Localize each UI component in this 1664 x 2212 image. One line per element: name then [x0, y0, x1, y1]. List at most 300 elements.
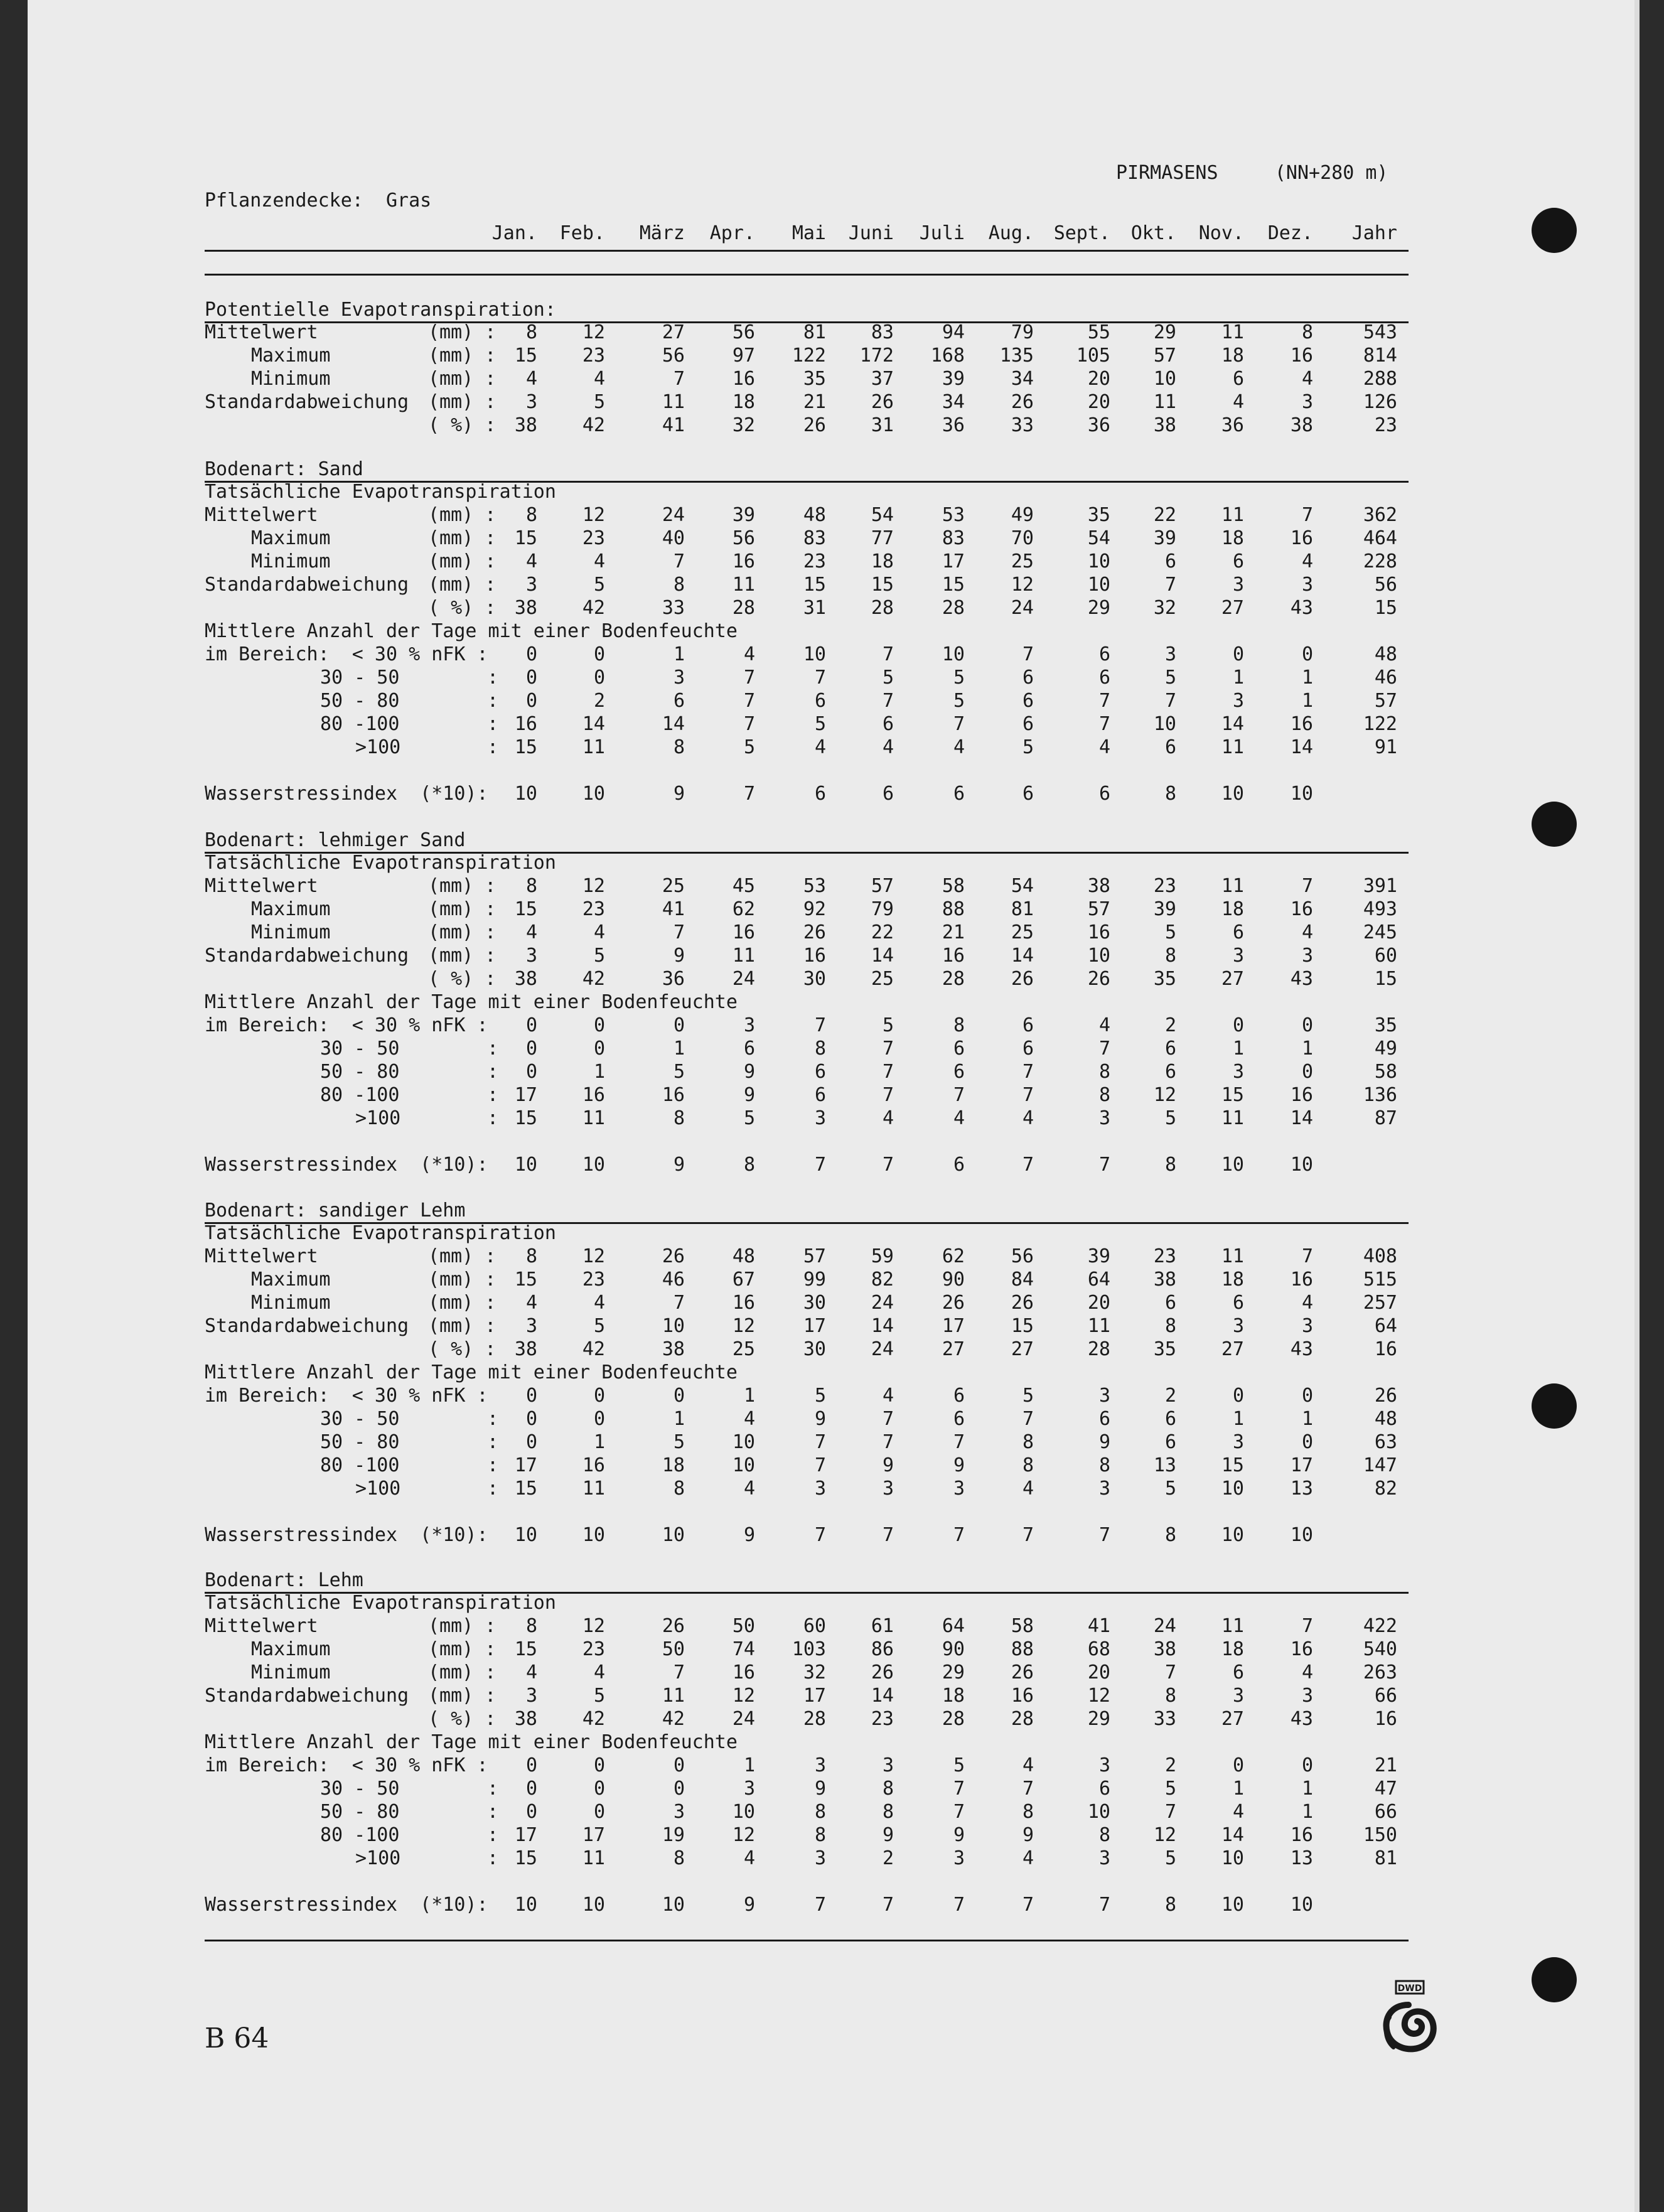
- range-row-cell: 81: [1374, 1847, 1397, 1869]
- soil-row-cell: 464: [1363, 527, 1397, 549]
- range-row-cell: 7: [882, 1408, 894, 1430]
- soil-row-cell: 18: [871, 550, 894, 572]
- potential-row-cell: 16: [732, 368, 755, 390]
- range-row-cell: 7: [1164, 690, 1176, 712]
- range-row-cell: 7: [814, 1014, 826, 1036]
- soil-row-cell: 3: [1232, 574, 1244, 596]
- soil-row-cell: 11: [1087, 1315, 1110, 1337]
- range-row-cell: 0: [525, 1385, 537, 1407]
- range-row-cell: 4: [1098, 736, 1110, 758]
- station-elevation: (NN+280 m): [1274, 162, 1388, 184]
- soil-row-cell: 48: [803, 504, 826, 526]
- soil-row-cell: 74: [732, 1638, 755, 1660]
- stress-row-cell: 8: [1164, 1894, 1176, 1916]
- range-row-cell: 10: [803, 643, 826, 665]
- soil-row-cell: 26: [1087, 968, 1110, 990]
- soil-row-cell: 42: [582, 1338, 605, 1360]
- row-unit: (mm) :: [428, 921, 497, 943]
- soil-row-cell: 8: [1164, 1315, 1176, 1337]
- range-row-cell: 8: [953, 1014, 965, 1036]
- range-row-cell: 0: [593, 1754, 605, 1776]
- range-row-cell: 4: [1022, 1754, 1034, 1776]
- soil-row-cell: 57: [803, 1245, 826, 1267]
- soil-row-cell: 29: [942, 1662, 965, 1683]
- potential-row-cell: 5: [593, 391, 605, 413]
- range-row-cell: 8: [1098, 1824, 1110, 1846]
- soil-row-cell: 16: [1011, 1685, 1034, 1707]
- potential-row-cell: 83: [871, 321, 894, 343]
- soil-row-cell: 57: [1087, 898, 1110, 920]
- potential-row-cell: 4: [525, 368, 537, 390]
- soil-row-cell: 8: [525, 1615, 537, 1637]
- range-row-cell: 7: [1022, 643, 1034, 665]
- soil-row-cell: 24: [871, 1338, 894, 1360]
- row-label: Mittelwert: [205, 875, 318, 897]
- stress-row-cell: 10: [1290, 1524, 1313, 1546]
- soil-row-cell: 24: [662, 504, 685, 526]
- potential-row-cell: 20: [1087, 391, 1110, 413]
- range-row-cell: 4: [1022, 1847, 1034, 1869]
- range-row-cell: 14: [1221, 1824, 1244, 1846]
- range-row-cell: 1: [1301, 1801, 1313, 1823]
- soil-row-cell: 12: [582, 875, 605, 897]
- soil-row-cell: 11: [662, 1685, 685, 1707]
- soil-subtitle: Tatsächliche Evapotranspiration: [205, 1222, 556, 1244]
- stress-row-cell: 10: [582, 783, 605, 805]
- soil-row-cell: 54: [1087, 527, 1110, 549]
- potential-row-cell: 10: [1153, 368, 1176, 390]
- range-row-cell: 15: [514, 1107, 537, 1129]
- soil-row-cell: 40: [662, 527, 685, 549]
- row-unit: (mm) :: [428, 1269, 497, 1291]
- range-row-cell: 8: [1098, 1454, 1110, 1476]
- paper-edge: [1634, 0, 1640, 2212]
- soil-row-cell: 3: [1301, 1685, 1313, 1707]
- range-row-cell: 5: [1022, 736, 1034, 758]
- range-row-cell: 17: [514, 1454, 537, 1476]
- stress-row-cell: 7: [814, 1524, 826, 1546]
- soil-row-cell: 7: [673, 921, 685, 943]
- soil-row-cell: 39: [732, 504, 755, 526]
- soil-row-cell: 3: [525, 574, 537, 596]
- soil-row-cell: 58: [1011, 1615, 1034, 1637]
- month-header: März: [639, 222, 685, 244]
- range-row-cell: 7: [1022, 1084, 1034, 1106]
- row-label: Maximum: [251, 1269, 331, 1291]
- potential-row-cell: 11: [1153, 391, 1176, 413]
- range-row-cell: 0: [593, 667, 605, 689]
- range-row-cell: 7: [953, 1778, 965, 1800]
- range-row-cell: 17: [1290, 1454, 1313, 1476]
- range-row-cell: 47: [1374, 1778, 1397, 1800]
- range-row-cell: 7: [743, 690, 755, 712]
- stress-row-cell: 10: [514, 1154, 537, 1176]
- month-header: Juni: [848, 222, 894, 244]
- range-row-cell: 11: [582, 736, 605, 758]
- soil-row-cell: 15: [514, 527, 537, 549]
- soil-row-cell: 3: [525, 945, 537, 967]
- soil-row-cell: 18: [1221, 1638, 1244, 1660]
- soil-row-cell: 4: [525, 921, 537, 943]
- range-row-cell: 16: [514, 713, 537, 735]
- month-header: Dez.: [1267, 222, 1313, 244]
- station-header: [1116, 162, 1388, 184]
- range-row-cell: 7: [1098, 1038, 1110, 1060]
- soil-row-cell: 90: [942, 1269, 965, 1291]
- potential-row-cell: 38: [1290, 414, 1313, 436]
- row-label: Minimum: [251, 368, 331, 390]
- range-colon: :: [487, 1778, 499, 1800]
- range-label: im Bereich: < 30 % nFK :: [205, 643, 488, 665]
- soil-row-cell: 422: [1363, 1615, 1397, 1637]
- soil-row-cell: 20: [1087, 1292, 1110, 1314]
- soil-row-cell: 43: [1290, 1708, 1313, 1730]
- range-row-cell: 15: [1221, 1454, 1244, 1476]
- range-row-cell: 5: [1164, 667, 1176, 689]
- table-bottom-rule: [205, 1940, 1409, 1941]
- soil-row-cell: 50: [732, 1615, 755, 1637]
- soil-row-cell: 12: [732, 1685, 755, 1707]
- soil-row-cell: 27: [1221, 1708, 1244, 1730]
- range-row-cell: 7: [953, 1084, 965, 1106]
- month-header: Nov.: [1198, 222, 1244, 244]
- stress-row-cell: 9: [673, 1154, 685, 1176]
- range-row-cell: 9: [743, 1084, 755, 1106]
- soil-row-cell: 8: [525, 1245, 537, 1267]
- range-colon: :: [487, 1038, 499, 1060]
- range-row-cell: 1: [1301, 1408, 1313, 1430]
- soil-row-cell: 11: [732, 945, 755, 967]
- range-label: 50 - 80: [320, 1061, 400, 1083]
- row-unit: (mm) :: [428, 574, 497, 596]
- soil-row-cell: 4: [1301, 1292, 1313, 1314]
- range-row-cell: 0: [525, 1431, 537, 1453]
- stress-row-cell: 7: [953, 1524, 965, 1546]
- range-row-cell: 7: [882, 690, 894, 712]
- range-row-cell: 6: [1164, 1038, 1176, 1060]
- range-row-cell: 48: [1374, 643, 1397, 665]
- range-colon: :: [487, 713, 499, 735]
- soil-row-cell: 12: [732, 1315, 755, 1337]
- potential-row-cell: 39: [942, 368, 965, 390]
- stress-row-cell: 10: [582, 1154, 605, 1176]
- stress-row-cell: 10: [514, 783, 537, 805]
- soil-row-cell: 16: [1290, 527, 1313, 549]
- potential-row-cell: 36: [942, 414, 965, 436]
- range-row-cell: 5: [882, 667, 894, 689]
- range-row-cell: 0: [673, 1754, 685, 1776]
- range-row-cell: 5: [882, 1014, 894, 1036]
- potential-row-cell: 38: [1153, 414, 1176, 436]
- row-unit: (mm) :: [428, 1292, 497, 1314]
- soil-row-cell: 23: [1153, 875, 1176, 897]
- range-row-cell: 82: [1374, 1478, 1397, 1500]
- potential-row-cell: 27: [662, 321, 685, 343]
- range-row-cell: 5: [1164, 1778, 1176, 1800]
- stress-row-cell: 8: [1164, 1524, 1176, 1546]
- range-row-cell: 4: [1232, 1801, 1244, 1823]
- row-label: Mittelwert: [205, 504, 318, 526]
- range-row-cell: 3: [743, 1014, 755, 1036]
- row-label: Maximum: [251, 898, 331, 920]
- soil-row-cell: 42: [582, 968, 605, 990]
- soil-title: Bodenart: Lehm: [205, 1569, 363, 1591]
- potential-row-cell: 126: [1363, 391, 1397, 413]
- potential-row-cell: 26: [803, 414, 826, 436]
- range-row-cell: 7: [1098, 690, 1110, 712]
- stress-row-cell: 6: [1022, 783, 1034, 805]
- row-label: Maximum: [251, 527, 331, 549]
- range-row-cell: 13: [1153, 1454, 1176, 1476]
- range-row-cell: 1: [1301, 667, 1313, 689]
- potential-row-cell: 8: [1301, 321, 1313, 343]
- stress-row-cell: 7: [1098, 1894, 1110, 1916]
- range-row-cell: 11: [1221, 736, 1244, 758]
- stress-row-cell: 7: [1022, 1524, 1034, 1546]
- range-row-cell: 6: [1022, 690, 1034, 712]
- soil-row-cell: 42: [582, 1708, 605, 1730]
- range-row-cell: 12: [1153, 1824, 1176, 1846]
- soil-row-cell: 3: [525, 1685, 537, 1707]
- range-row-cell: 0: [673, 1014, 685, 1036]
- range-row-cell: 6: [1022, 713, 1034, 735]
- soil-row-cell: 16: [1290, 1638, 1313, 1660]
- soil-row-cell: 33: [1153, 1708, 1176, 1730]
- potential-row-cell: 34: [1011, 368, 1034, 390]
- row-unit: (mm) :: [428, 550, 497, 572]
- row-unit: (mm) :: [428, 1662, 497, 1683]
- soil-row-cell: 24: [1153, 1615, 1176, 1637]
- range-row-cell: 2: [882, 1847, 894, 1869]
- range-row-cell: 6: [953, 1385, 965, 1407]
- range-row-cell: 0: [525, 643, 537, 665]
- month-header: Juli: [919, 222, 965, 244]
- range-row-cell: 3: [814, 1478, 826, 1500]
- potential-row-cell: 7: [673, 368, 685, 390]
- soil-row-cell: 15: [803, 574, 826, 596]
- soil-row-cell: 11: [732, 574, 755, 596]
- range-row-cell: 5: [1164, 1478, 1176, 1500]
- range-row-cell: 0: [1301, 1431, 1313, 1453]
- range-row-cell: 3: [882, 1478, 894, 1500]
- soil-row-cell: 5: [593, 945, 605, 967]
- range-row-cell: 0: [1232, 1385, 1244, 1407]
- potential-row-cell: 288: [1363, 368, 1397, 390]
- soil-row-cell: 362: [1363, 504, 1397, 526]
- range-label: 50 - 80: [320, 1431, 400, 1453]
- range-row-cell: 1: [673, 643, 685, 665]
- stress-row-cell: 7: [882, 1894, 894, 1916]
- range-colon: :: [487, 1847, 499, 1869]
- soil-row-cell: 23: [582, 898, 605, 920]
- potential-row-cell: 168: [930, 345, 965, 367]
- stress-row-cell: 10: [1221, 1894, 1244, 1916]
- range-row-cell: 91: [1374, 736, 1397, 758]
- soil-row-cell: 6: [1232, 1662, 1244, 1683]
- soil-row-cell: 16: [732, 550, 755, 572]
- range-row-cell: 3: [814, 1847, 826, 1869]
- soil-row-cell: 23: [582, 1269, 605, 1291]
- range-row-cell: 0: [1232, 1754, 1244, 1776]
- range-row-cell: 6: [1164, 736, 1176, 758]
- range-row-cell: 8: [814, 1824, 826, 1846]
- soil-row-cell: 45: [732, 875, 755, 897]
- potential-row-cell: 172: [859, 345, 894, 367]
- row-label: Maximum: [251, 345, 331, 367]
- soil-row-cell: 8: [673, 574, 685, 596]
- soil-row-cell: 67: [732, 1269, 755, 1291]
- soil-row-cell: 38: [514, 597, 537, 619]
- potential-row-cell: 3: [1301, 391, 1313, 413]
- soil-row-cell: 23: [582, 527, 605, 549]
- soil-row-cell: 86: [871, 1638, 894, 1660]
- soil-row-cell: 53: [803, 875, 826, 897]
- range-row-cell: 13: [1290, 1478, 1313, 1500]
- stress-row-cell: 10: [1290, 783, 1313, 805]
- range-row-cell: 21: [1374, 1754, 1397, 1776]
- potential-row-cell: 814: [1363, 345, 1397, 367]
- soil-row-cell: 4: [593, 921, 605, 943]
- month-header: Sept.: [1053, 222, 1110, 244]
- range-row-cell: 6: [882, 713, 894, 735]
- potential-row-cell: 122: [792, 345, 826, 367]
- range-row-cell: 6: [673, 690, 685, 712]
- range-row-cell: 6: [814, 690, 826, 712]
- range-row-cell: 0: [593, 1038, 605, 1060]
- range-row-cell: 5: [673, 1431, 685, 1453]
- soil-row-cell: 42: [662, 1708, 685, 1730]
- range-row-cell: 7: [953, 1801, 965, 1823]
- range-row-cell: 1: [1232, 1408, 1244, 1430]
- soil-row-cell: 8: [525, 875, 537, 897]
- soil-row-cell: 17: [942, 550, 965, 572]
- range-row-cell: 10: [1087, 1801, 1110, 1823]
- vegetation-line: [205, 190, 431, 212]
- soil-row-cell: 56: [1011, 1245, 1034, 1267]
- range-row-cell: 16: [1290, 713, 1313, 735]
- soil-row-cell: 7: [673, 550, 685, 572]
- month-header: Feb.: [559, 222, 605, 244]
- potential-row-cell: 12: [582, 321, 605, 343]
- soil-row-cell: 59: [871, 1245, 894, 1267]
- soil-row-cell: 28: [942, 1708, 965, 1730]
- soil-row-cell: 25: [871, 968, 894, 990]
- soil-row-cell: 99: [803, 1269, 826, 1291]
- potential-row-cell: 56: [662, 345, 685, 367]
- range-row-cell: 4: [953, 1107, 965, 1129]
- range-row-cell: 0: [525, 1778, 537, 1800]
- range-row-cell: 3: [1098, 1847, 1110, 1869]
- soil-row-cell: 26: [1011, 968, 1034, 990]
- range-row-cell: 0: [525, 1061, 537, 1083]
- soil-row-cell: 15: [1011, 1315, 1034, 1337]
- stress-row-cell: 10: [662, 1894, 685, 1916]
- stress-row-cell: 6: [814, 783, 826, 805]
- soil-row-cell: 5: [593, 1685, 605, 1707]
- row-unit: (mm) :: [428, 945, 497, 967]
- range-row-cell: 0: [593, 1385, 605, 1407]
- range-row-cell: 147: [1363, 1454, 1397, 1476]
- soil-row-cell: 16: [1374, 1708, 1397, 1730]
- soil-row-cell: 16: [1087, 921, 1110, 943]
- potential-row-cell: 18: [1221, 345, 1244, 367]
- range-label: 30 - 50: [320, 1408, 400, 1430]
- range-row-cell: 7: [882, 1061, 894, 1083]
- range-row-cell: 7: [1022, 1408, 1034, 1430]
- soil-row-cell: 22: [1153, 504, 1176, 526]
- range-row-cell: 0: [593, 1014, 605, 1036]
- range-row-cell: 4: [743, 1408, 755, 1430]
- row-unit: (mm) :: [428, 391, 497, 413]
- potential-row-cell: 36: [1087, 414, 1110, 436]
- stress-label: Wasserstressindex (*10):: [205, 1524, 488, 1546]
- soil-row-cell: 14: [871, 1315, 894, 1337]
- soil-row-cell: 12: [582, 504, 605, 526]
- range-row-cell: 7: [882, 1084, 894, 1106]
- vegetation-value: Gras: [386, 190, 432, 212]
- range-label: im Bereich: < 30 % nFK :: [205, 1014, 488, 1036]
- soil-row-cell: 408: [1363, 1245, 1397, 1267]
- soil-row-cell: 26: [662, 1615, 685, 1637]
- stress-row-cell: 7: [1022, 1154, 1034, 1176]
- range-row-cell: 3: [743, 1778, 755, 1800]
- soil-title: Bodenart: lehmiger Sand: [205, 829, 466, 851]
- soil-row-cell: 4: [525, 1292, 537, 1314]
- potential-row-cell: 26: [1011, 391, 1034, 413]
- soil-row-cell: 15: [514, 1638, 537, 1660]
- soil-row-cell: 36: [662, 968, 685, 990]
- range-row-cell: 0: [1301, 1061, 1313, 1083]
- soil-row-cell: 17: [942, 1315, 965, 1337]
- range-row-cell: 8: [673, 1847, 685, 1869]
- soil-row-cell: 84: [1011, 1269, 1034, 1291]
- range-row-cell: 5: [1164, 1847, 1176, 1869]
- soil-row-cell: 56: [1374, 574, 1397, 596]
- row-unit: (mm) :: [428, 898, 497, 920]
- range-row-cell: 4: [953, 736, 965, 758]
- soil-row-cell: 21: [942, 921, 965, 943]
- month-header: Jan.: [491, 222, 537, 244]
- page-number: B 64: [205, 2022, 269, 2054]
- range-row-cell: 8: [673, 1478, 685, 1500]
- range-row-cell: 8: [882, 1778, 894, 1800]
- soil-row-cell: 27: [1011, 1338, 1034, 1360]
- soil-row-cell: 27: [1221, 1338, 1244, 1360]
- range-row-cell: 11: [582, 1478, 605, 1500]
- row-unit: (mm) :: [428, 368, 497, 390]
- soil-row-cell: 58: [942, 875, 965, 897]
- header-rule-top: [205, 250, 1409, 252]
- range-row-cell: 7: [1022, 1778, 1034, 1800]
- row-label: Minimum: [251, 921, 331, 943]
- punch-hole: [1532, 1383, 1577, 1429]
- soil-row-cell: 3: [1301, 574, 1313, 596]
- range-row-cell: 6: [814, 1084, 826, 1106]
- range-row-cell: 1: [593, 1061, 605, 1083]
- soil-row-cell: 391: [1363, 875, 1397, 897]
- range-row-cell: 7: [814, 1431, 826, 1453]
- range-row-cell: 6: [1164, 1061, 1176, 1083]
- punch-hole: [1532, 1957, 1577, 2002]
- range-row-cell: 1: [1301, 1038, 1313, 1060]
- soil-row-cell: 43: [1290, 1338, 1313, 1360]
- soil-row-cell: 53: [942, 504, 965, 526]
- potential-row-cell: 31: [871, 414, 894, 436]
- soil-row-cell: 62: [732, 898, 755, 920]
- row-unit: (mm) :: [428, 1638, 497, 1660]
- row-unit: ( %) :: [428, 597, 497, 619]
- soil-row-cell: 3: [1232, 945, 1244, 967]
